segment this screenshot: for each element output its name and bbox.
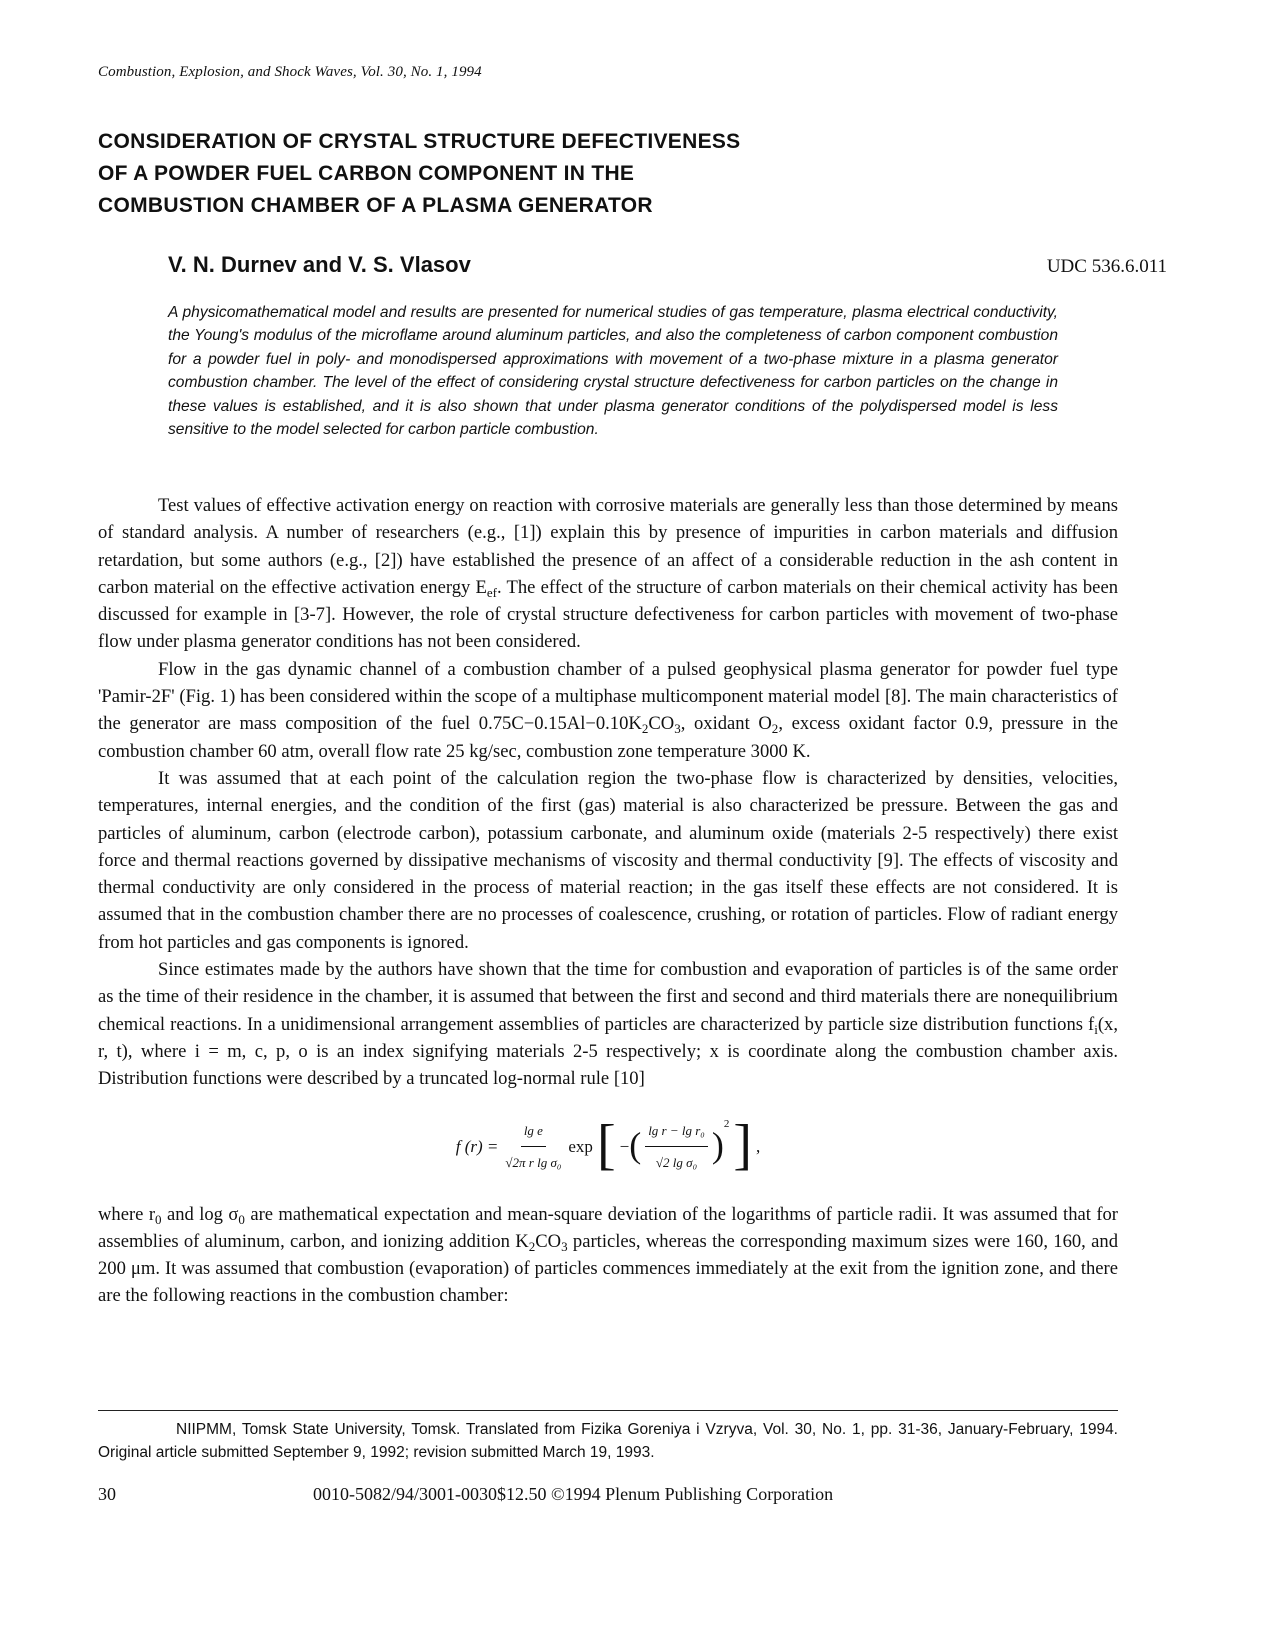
journal-citation: Combustion, Explosion, and Shock Waves, Vol. 30, No. 1, 1994 (98, 64, 482, 80)
paragraph: Since estimates made by the authors have shown that the time for combustion and evaporation of particles is of the same order as the time of their residence in the chamber, it is assumed that between the first and second and third materials there are nonequilibrium chemical reactions. In a unidimensional arrangement assemblies of particles are characterized by particle size distribution functions $f_i(x$, r, t), where i = m, c, p, o is an index signifying materials 2-5 respectively; x is coordinate along the combustion chamber axis. Distribution functions were described by a truncated log-normal rule [10] (98, 959, 1118, 1090)
paragraph: where $r_0$ and $\log \sigma_0$ are mathematical expectation and mean-square deviation of the logarithms of particle radii. It was assumed that for assemblies of aluminum, carbon, and ionizing addition $K_2CO_3$ particles, whereas the corresponding maximum sizes were 160, 160, and 200 μm. It was assumed that combustion (evaporation) of particles commences immediately at the exit from the ignition zone, and there are the following reactions in the combustion chamber: (98, 1203, 1119, 1307)
abstract: A physicomathematical model and results are presented for numerical studies of gas temperature, plasma electrical conductivity, the Young's modulus of the microflame around aluminum particles, and also the completeness of carbon component combustion for a powder fuel in poly- and monodispersed approximations with movement of a two-phase mixture in a plasma generator combustion chamber. The level of the effect of considering crystal structure defectiveness for carbon particles on the change in these values is established, and it is also shown that under plasma generator conditions of the polydispersed model is less sensitive to the model selected for carbon particle combustion. (168, 304, 1058, 439)
copyright-line: 0010-5082/94/3001-0030$12.50 ©1994 Plenum Publishing Corporation (313, 1484, 834, 1504)
paragraph: It was assumed that at each point of the calculation region the two-phase flow is characterized by densities, velocities, temperatures, internal energies, and the condition of the first (gas) material is also characterized be pressure. Between the gas and particles of aluminum, carbon (electrode carbon), potassium carbonate, and aluminum oxide (materials 2-5 respectively) there exist force and thermal reactions governed by dissipative mechanisms of viscosity and thermal conductivity [9]. The effects of viscosity and thermal conductivity are only considered in the process of material reaction; in the gas itself these effects are not considered. It is assumed that in the combustion chamber there are no processes of coalescence, crushing, or rotation of particles. Flow of radiant energy from hot particles and gas components is ignored. (98, 767, 1118, 953)
footnote-divider (98, 1410, 1118, 1411)
footnote: NIIPMM, Tomsk State University, Tomsk. Translated from Fizika Goreniya i Vzryva, Vol. 30, No. 1, pp. 31-36, January-February, 1994. Original article submitted September 9, 1992; revision submitted March 19, 1993. (98, 1421, 1118, 1461)
authors: V. N. Durnev and V. S. Vlasov (168, 252, 471, 277)
title-line: COMBUSTION CHAMBER OF A PLASMA GENERATOR (98, 194, 653, 217)
distribution-formula: f (r) = $\frac{\text{lg e}}{\text{√2π r lg σ₀}}$ exp [ − ( $\frac{\text{lg r − lg r₀}}{\text{√2 lg σ₀}}$ ) 2 ] , (455, 1113, 761, 1176)
paragraph: Flow in the gas dynamic channel of a combustion chamber of a pulsed geophysical plasma generator for powder fuel type 'Pamir-2F' (Fig. 1) has been considered within the scope of a multiphase multicomponent material model [8]. The main characteristics of the generator are mass composition of the fuel $0.75C-0.15Al-0.10K_2CO_3$, oxidant $O_2$, excess oxidant factor 0.9, pressure in the combustion chamber 60 atm, overall flow rate 25 kg/sec, combustion zone temperature 3000 K. (98, 658, 1118, 762)
page-number: 30 (98, 1484, 116, 1504)
fraction: $\frac{\text{lg e}}{\text{√2π r lg σ₀}}$ (502, 1117, 564, 1177)
article-body (98, 492, 1118, 1310)
udc-code: UDC 536.6.011 (1046, 256, 1167, 277)
paragraph: Test values of effective activation energy on reaction with corrosive materials are generally less than those determined by means of standard analysis. A number of researchers (e.g., [1]) explain this by presence of impurities in carbon materials and diffusion retardation, but some authors (e.g., [2]) have established the presence of an affect of a considerable reduction in the ash content in carbon material on the effective activation energy $E_{ef}$. The effect of the structure of carbon materials on their chemical activity has been discussed for example in [3-7]. However, the role of crystal structure defectiveness for carbon particles with movement of two-phase flow under plasma generator conditions has not been considered. (98, 495, 1118, 653)
article-title (98, 126, 998, 222)
fraction: $\frac{\text{lg r − lg r₀}}{\text{√2 lg σ₀}}$ (645, 1117, 708, 1177)
title-line: OF A POWDER FUEL CARBON COMPONENT IN THE (98, 162, 635, 185)
title-line: CONSIDERATION OF CRYSTAL STRUCTURE DEFECTIVENESS (98, 130, 741, 153)
